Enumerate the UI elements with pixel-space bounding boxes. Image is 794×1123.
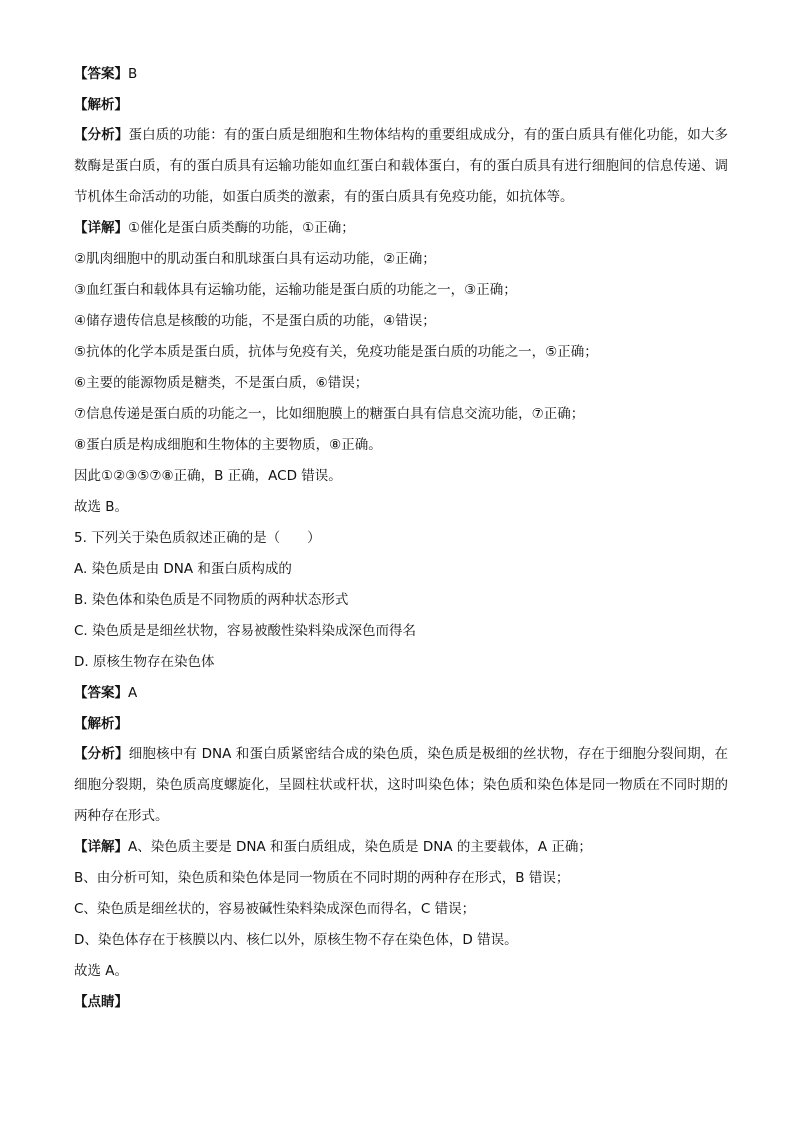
detail-line: C、染色质是细丝状的，容易被碱性染料染成深色而得名，C 错误；	[74, 901, 476, 917]
detail-line: ①催化是蛋白质类酶的功能，①正确；	[128, 220, 355, 236]
xiangjie-tag: 【详解】	[74, 220, 128, 236]
detail-line: A、染色质主要是 DNA 和蛋白质组成，染色质是 DNA 的主要载体，A 正确；	[128, 839, 592, 855]
option-c: C. 染色质是是细丝状物，容易被酸性染料染成深色而得名	[74, 623, 417, 639]
q4-fenxi-paragraph	[74, 120, 728, 213]
detail-line: ⑧蛋白质是构成细胞和生物体的主要物质，⑧正确。	[74, 437, 382, 453]
answer-value: B	[128, 66, 138, 82]
choice-line: 故选 A。	[74, 963, 129, 979]
answer-tag: 【答案】	[74, 66, 128, 82]
q5-fenxi-paragraph	[74, 739, 728, 832]
q4-detail-first	[74, 218, 728, 238]
option-a: A. 染色质是由 DNA 和蛋白质构成的	[74, 561, 292, 577]
detail-line: ④储存遗传信息是核酸的功能，不是蛋白质的功能，④错误；	[74, 313, 436, 329]
q5-stem: 5. 下列关于染色质叙述正确的是（ ）	[74, 530, 321, 546]
detail-line: ⑤抗体的化学本质是蛋白质，抗体与免疫有关，免疫功能是蛋白质的功能之一，⑤正确；	[74, 344, 598, 360]
fenxi-tag: 【分析】	[74, 746, 129, 762]
q5-answer-line	[74, 683, 728, 703]
option-d: D. 原核生物存在染色体	[74, 654, 215, 670]
option-b: B. 染色体和染色质是不同物质的两种状态形式	[74, 592, 349, 608]
answer-value: A	[128, 685, 138, 701]
detail-line: ⑦信息传递是蛋白质的功能之一，比如细胞膜上的糖蛋白具有信息交流功能，⑦正确；	[74, 406, 585, 422]
choice-line: 故选 B。	[74, 499, 129, 515]
xiangjie-tag: 【详解】	[74, 839, 128, 855]
q4-answer-line	[74, 64, 728, 84]
detail-line: D、染色体存在于核膜以内、核仁以外，原核生物不存在染色体，D 错误。	[74, 932, 518, 948]
q5-detail-first	[74, 837, 728, 857]
answer-tag: 【答案】	[74, 685, 128, 701]
conclusion-line: 因此①②③⑤⑦⑧正确，B 正确，ACD 错误。	[74, 468, 342, 484]
fenxi-text: 蛋白质的功能：有的蛋白质是细胞和生物体结构的重要组成成分，有的蛋白质具有催化功能，如大多数酶是蛋白质，有的蛋白质具有运输功能如血红蛋白和载体蛋白，有的蛋白质具有进行细胞间的信息传递、调节机体生命活动的功能，如蛋白质类的激素，有的蛋白质具有免疫功能，如抗体等。	[74, 127, 729, 205]
detail-line: ⑥主要的能源物质是糖类，不是蛋白质，⑥错误；	[74, 375, 369, 391]
fenxi-tag: 【分析】	[74, 127, 129, 143]
q4-analysis-heading: 【解析】	[74, 97, 128, 113]
dianjing-heading: 【点睛】	[74, 994, 128, 1010]
detail-line: ②肌肉细胞中的肌动蛋白和肌球蛋白具有运动功能，②正确；	[74, 251, 436, 267]
detail-line: ③血红蛋白和载体具有运输功能，运输功能是蛋白质的功能之一，③正确；	[74, 282, 517, 298]
fenxi-text: 细胞核中有 DNA 和蛋白质紧密结合成的染色质，染色质是极细的丝状物，存在于细胞分裂间期，在细胞分裂期，染色质高度螺旋化，呈圆柱状或杆状，这时叫染色体；染色质和染色体是同一物质在不同时期的两种存在形式。	[74, 746, 729, 824]
document-page	[74, 64, 728, 1023]
detail-line: B、由分析可知，染色质和染色体是同一物质在不同时期的两种存在形式，B 错误；	[74, 870, 570, 886]
q5-analysis-heading: 【解析】	[74, 716, 128, 732]
